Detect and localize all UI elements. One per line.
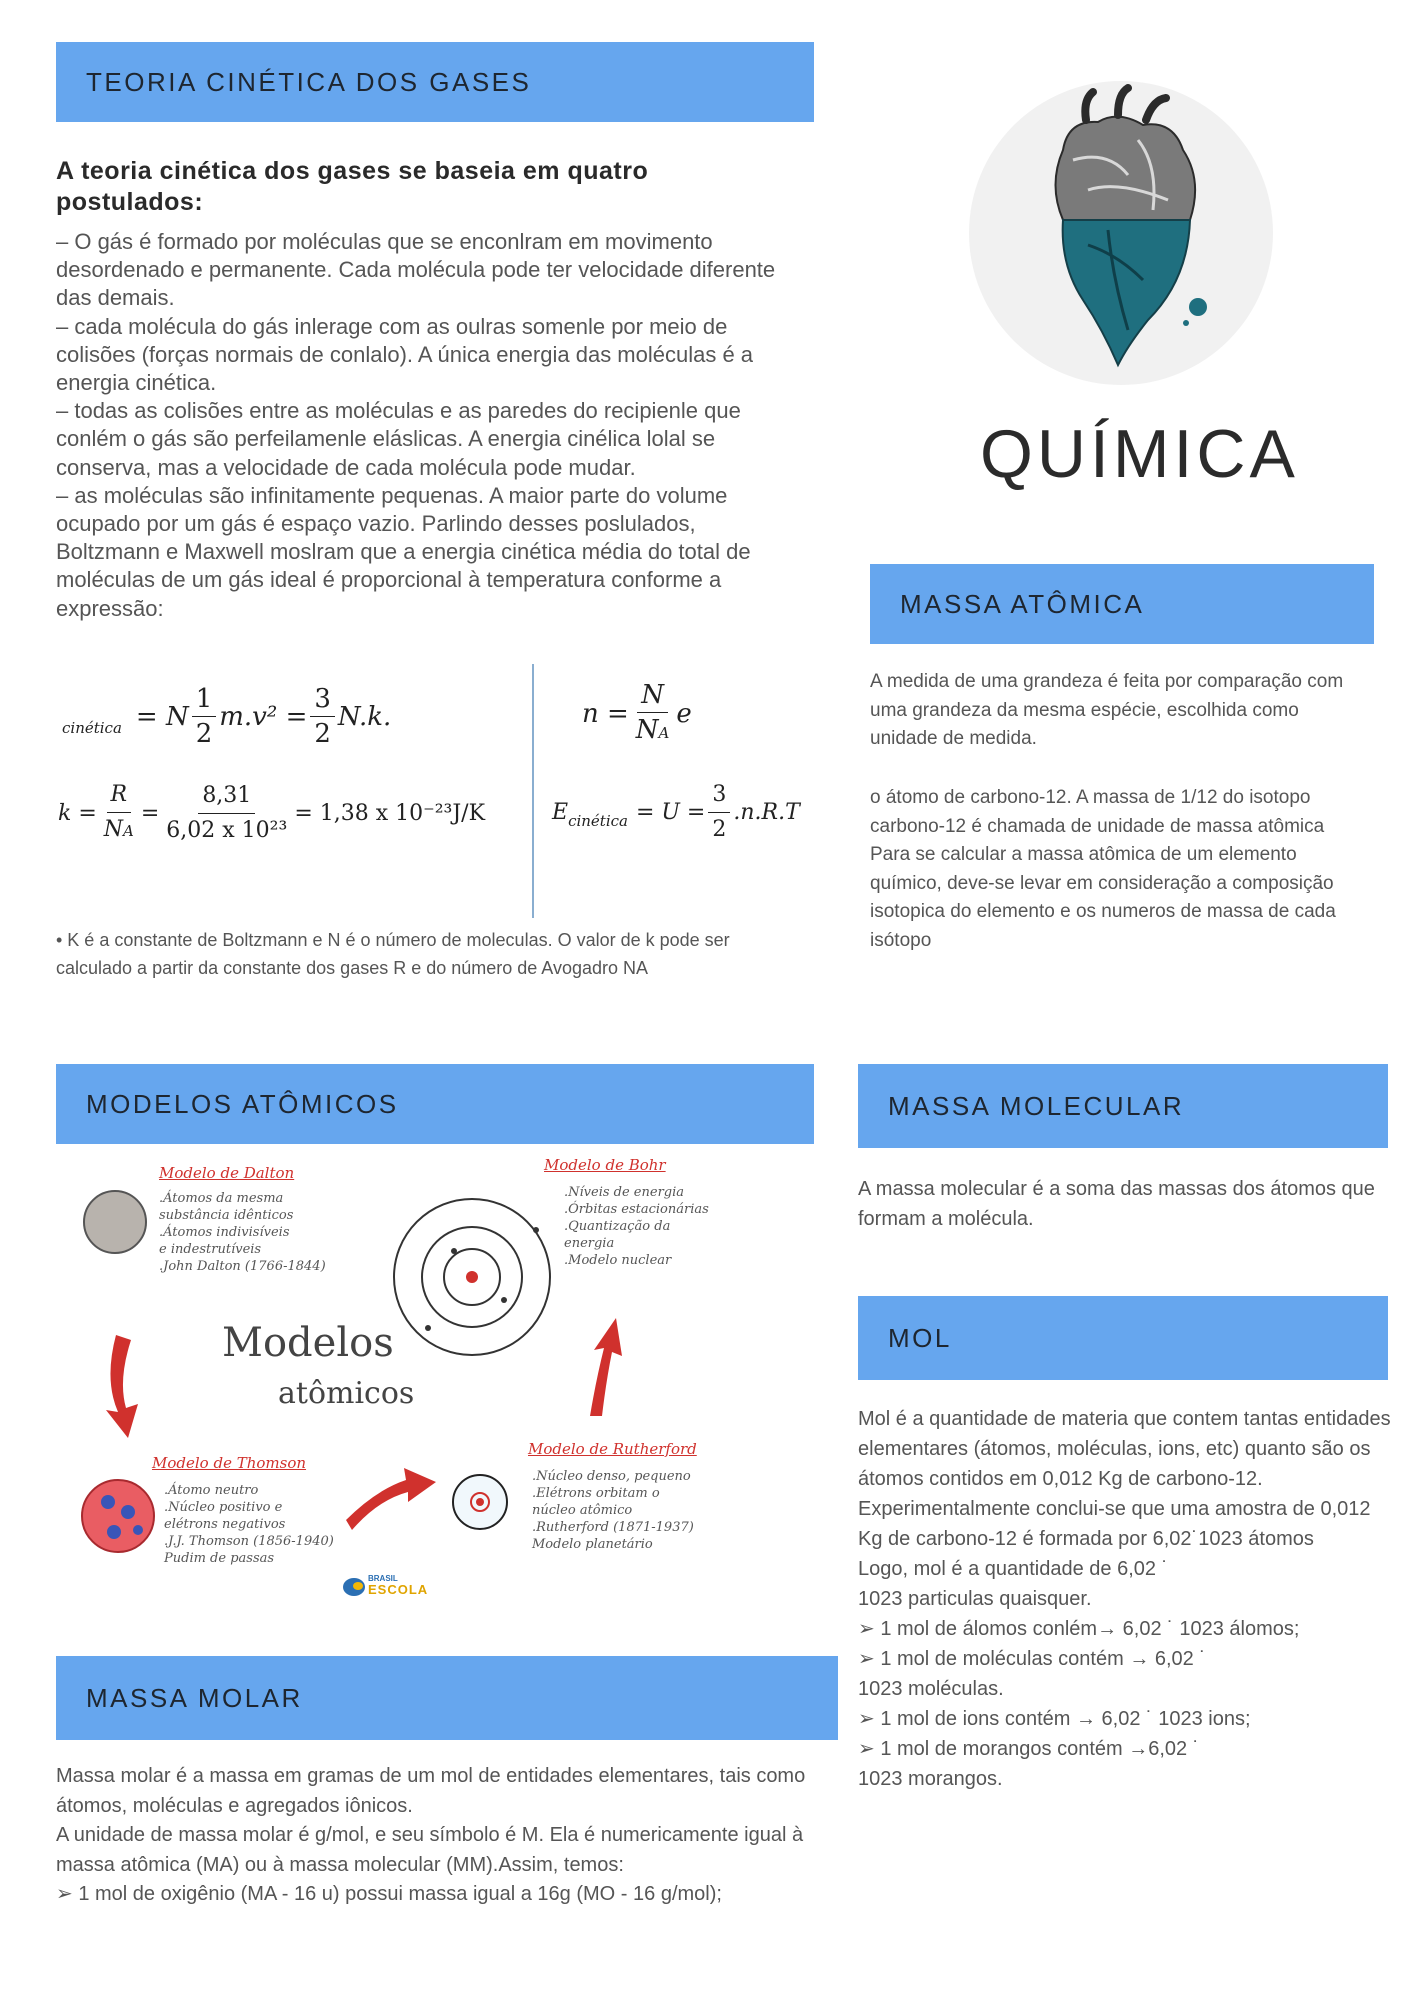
dalton-text: .Átomos da mesma substância idênticos .Átomos indivisíveis e indestrutíveis .John Dalton (1766-1844) bbox=[159, 1191, 326, 1274]
frac-num: 3 bbox=[708, 778, 730, 813]
molecular-mass-banner: MASSA MOLECULAR bbox=[858, 1064, 1388, 1148]
formula-u-eq: = U = bbox=[635, 800, 706, 825]
atomic-models-illustration bbox=[56, 1150, 816, 1610]
kinetic-subtitle: A teoria cinética dos gases se baseia em quatro postulados: bbox=[56, 157, 649, 216]
frac-den: 2 bbox=[314, 719, 331, 749]
atomic-mass-p2: o átomo de carbono-12. A massa de 1/12 do isotopo carbono-12 é chamada de unidade de massa atômica Para se calcular a massa atômica de um elemento químico, deve-se levar em consideração a composição isotopica do elemento e os numeros de massa de cada isótopo bbox=[870, 787, 1336, 951]
kinetic-body: – O gás é formado por moléculas que se enconlram em movimento desordenado e permanente. Cada molécula pode ter velocidade diferente das demais. – cada molécula do gás inlerage com as oulras somenle por meio de colisões (forças normais de conlalo). A única energia das moléculas é a energia cinética. – todas as colisões entre as moléculas e as paredes do recipienle que conlém o gás são perfeilamenle eláslicas. A energia cinélica lolal se conserva, mas a velocidade de cada molécula pode mudar. – as moléculas são infinitamente pequenas. A maior parte do volume ocupado por um gás é espaço vazio. Parlindo desses poslulados, Boltzmann e Maxwell moslram que a energia cinética média do total de moléculas de um gás ideal é proporcional à temperatura conforme a expressão: bbox=[56, 229, 776, 621]
models-center-title-2: atômicos bbox=[278, 1376, 415, 1411]
escola-logo: ESCOLA bbox=[368, 1582, 429, 1597]
thomson-text: .Átomo neutro .Núcleo positivo e elétrons negativos .J.J. Thomson (1856-1940) Pudim de passas bbox=[164, 1483, 334, 1566]
frac-den-sub: A bbox=[123, 822, 134, 840]
frac-num: R bbox=[107, 778, 132, 813]
formula-kinetic-energy: cinética = N $\frac{1}{2}$ m.v² = $\frac{3}{2}$ N.k. bbox=[62, 684, 392, 749]
formula-internal-energy bbox=[552, 778, 800, 847]
atomic-mass-p1: A medida de uma grandeza é feita por comparação com uma grandeza da mesma espécie, escolhida como unidade de medida. bbox=[870, 671, 1344, 749]
formula-sub-cinetica: cinética bbox=[62, 718, 122, 737]
formula-divider bbox=[532, 664, 534, 918]
formula-mv: m.v² bbox=[219, 701, 278, 732]
molar-mass-body: Massa molar é a massa em gramas de um mol de entidades elementares, tais como átomos, moléculas e agregados iônicos. A unidade de massa molar é g/mol, e seu símbolo é M. Ela é numericamente igual à massa atômica (MA) ou à massa molecular (MM).Assim, temos: ➢ 1 mol de oxigênio (MA - 16 u) possui massa igual a 16g (MO - 16 g/mol); bbox=[56, 1765, 806, 1905]
formula-k-eq: k = bbox=[58, 800, 97, 826]
rutherford-text: .Núcleo denso, pequeno .Elétrons orbitam o núcleo atômico .Rutherford (1871-1937) Modelo planetário bbox=[532, 1469, 694, 1552]
heart-logo-icon bbox=[968, 80, 1274, 386]
formula-mols bbox=[582, 678, 692, 750]
mol-body: Mol é a quantidade de materia que contem tantas entidades elementares (átomos, moléculas, ions, etc) quanto são os átomos contidos em 0,012 Kg de carbono-12. Experimentalmente conclui-se que uma amostra de 0,012 Kg de carbono-12 é formada por 6,02˙1023 átomos Logo, mol é a quantidade de 6,02 ˙ 1023 particulas quaisquer. ➢ 1 mol de álomos conlém→ 6,02 ˙ 1023 álomos; ➢ 1 mol de moléculas contém → 6,02 ˙ 1023 moléculas. ➢ 1 mol de ions contém → 6,02 ˙ 1023 ions; ➢ 1 mol de morangos contém →6,02 ˙ 1023 morangos. bbox=[858, 1408, 1391, 1790]
mol-banner: MOL bbox=[858, 1296, 1388, 1380]
formula-n-eq: n = bbox=[582, 699, 629, 729]
frac-num: 3 bbox=[310, 682, 335, 717]
bohr-text: .Níveis de energia .Órbitas estacionárias .Quantização da energia .Modelo nuclear bbox=[564, 1185, 709, 1268]
frac-den: N bbox=[635, 715, 659, 745]
bohr-title: Modelo de Bohr bbox=[544, 1156, 666, 1174]
formula-boltzmann: k = $\frac{R}{NA}$ = $\frac{8,31}{\text{6,02 x 10²³}}$ = 1,38 x 10⁻²³J/K bbox=[58, 778, 485, 848]
molecular-mass-body: A massa molecular é a soma das massas dos átomos que formam a molécula. bbox=[858, 1178, 1375, 1230]
formula-e: e bbox=[676, 699, 692, 729]
dalton-title: Modelo de Dalton bbox=[159, 1164, 295, 1182]
formula-nrt: .n.R.T bbox=[733, 800, 800, 825]
thomson-atom-icon bbox=[82, 1480, 154, 1552]
molar-mass-banner: MASSA MOLAR bbox=[56, 1656, 838, 1740]
rutherford-title: Modelo de Rutherford bbox=[528, 1440, 697, 1458]
frac-den: 2 bbox=[712, 817, 727, 842]
atomic-models-banner: MODELOS ATÔMICOS bbox=[56, 1064, 814, 1144]
thomson-title: Modelo de Thomson bbox=[152, 1454, 307, 1472]
formula-e-lhs: E bbox=[552, 800, 569, 825]
frac-num: 1 bbox=[192, 682, 217, 717]
brand-title: QUÍMICA bbox=[980, 416, 1299, 492]
models-center-title-1: Modelos bbox=[222, 1320, 394, 1366]
frac-den: N bbox=[103, 817, 124, 842]
formula-n: N bbox=[165, 701, 189, 732]
bohr-atom-icon bbox=[394, 1199, 550, 1355]
formula-nk: N.k. bbox=[337, 701, 392, 732]
frac-num: 8,31 bbox=[198, 779, 255, 814]
frac-num: N bbox=[637, 678, 668, 713]
frac-den-sub: A bbox=[658, 724, 670, 742]
frac-den: 2 bbox=[195, 719, 213, 749]
atomic-mass-banner: MASSA ATÔMICA bbox=[870, 564, 1374, 644]
rutherford-atom-icon bbox=[453, 1475, 507, 1529]
escola-logo-small: BRASIL bbox=[368, 1574, 398, 1583]
kinetic-note: • K é a constante de Boltzmann e N é o número de moleculas. O valor de k pode ser calculado a partir da constante dos gases R e do número de Avogadro NA bbox=[56, 930, 730, 978]
formula-e-sub: cinética bbox=[568, 811, 628, 830]
formula-k-result: = 1,38 x 10⁻²³J/K bbox=[294, 800, 486, 826]
frac-den: 6,02 x 10²³ bbox=[166, 817, 288, 843]
kinetic-theory-banner: TEORIA CINÉTICA DOS GASES bbox=[56, 42, 814, 122]
